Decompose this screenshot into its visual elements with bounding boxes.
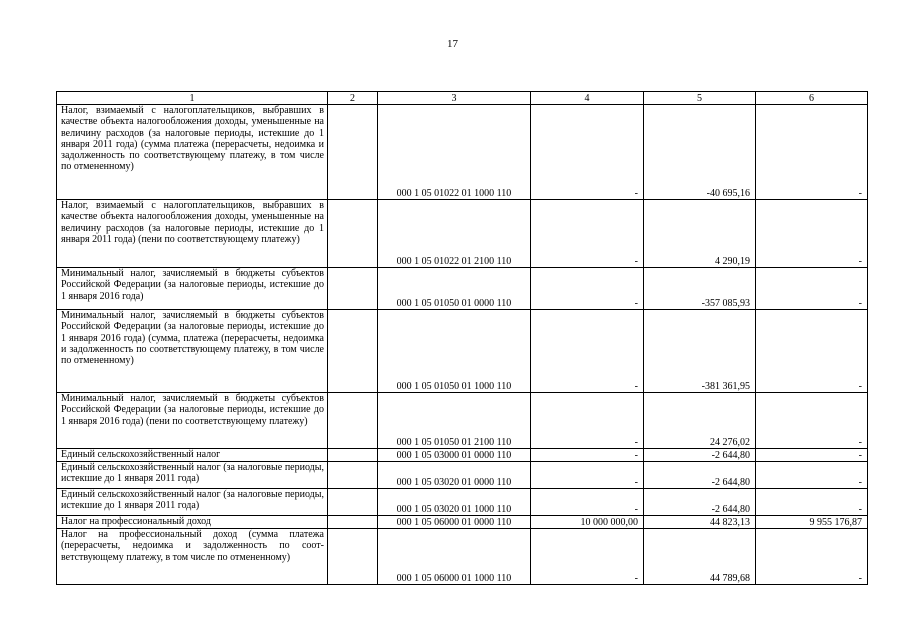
row-code: 000 1 05 06000 01 0000 110 <box>378 516 531 529</box>
row-name: Единый сельскохозяйственный налог (за налоговые периоды, истекшие до 1 января 2011 года) <box>57 489 328 516</box>
row-col6: - <box>756 529 868 585</box>
table-row <box>57 449 868 462</box>
row-col6: - <box>756 462 868 489</box>
row-col2 <box>328 529 378 585</box>
row-name: Налог, взимаемый с налогоплательщиков, выбравших в качестве объекта налогообложения доходы, уменьшенные на величину расходов (за налоговые периоды, истекшие до 1 января 2011 года) (пени по соответствующему платежу) <box>57 200 328 268</box>
row-col2 <box>328 489 378 516</box>
row-col2 <box>328 310 378 393</box>
column-header-5: 5 <box>644 92 756 105</box>
row-code: 000 1 05 01050 01 1000 110 <box>378 310 531 393</box>
row-name: Единый сельскохозяйственный налог <box>57 449 328 462</box>
row-col6: - <box>756 310 868 393</box>
row-col6: 9 955 176,87 <box>756 516 868 529</box>
table-row <box>57 393 868 449</box>
row-name: Налог на профессиональный доход <box>57 516 328 529</box>
row-name: Налог на профессиональный доход (сумма платежа (перерасчеты, недоимка и задолженность по соответствующему платежу, в том числе по отмененному) <box>57 529 328 585</box>
row-name: Налог, взимаемый с налогоплательщиков, выбравших в качестве объекта налогообложения доходы, уменьшенные на величину расходов (за налоговые периоды, истекшие до 1 января 2011 года) (сумма платежа (перерасчеты, недоимка и задолженность по соответствующему платежу, в том числе по отмененному) <box>57 105 328 200</box>
row-code: 000 1 05 01050 01 2100 110 <box>378 393 531 449</box>
row-col6: - <box>756 393 868 449</box>
row-col4: - <box>531 105 644 200</box>
row-code: 000 1 05 01022 01 2100 110 <box>378 200 531 268</box>
row-col6: - <box>756 105 868 200</box>
row-col4: - <box>531 449 644 462</box>
row-code: 000 1 05 01050 01 0000 110 <box>378 268 531 310</box>
row-col5: -381 361,95 <box>644 310 756 393</box>
row-col5: 4 290,19 <box>644 200 756 268</box>
column-header-3: 3 <box>378 92 531 105</box>
table-row <box>57 516 868 529</box>
row-col4: - <box>531 268 644 310</box>
column-header-1: 1 <box>57 92 328 105</box>
row-col4: - <box>531 462 644 489</box>
budget-revenue-table <box>56 91 868 585</box>
row-col5: -40 695,16 <box>644 105 756 200</box>
row-col4: - <box>531 393 644 449</box>
table-row <box>57 529 868 585</box>
row-col4: - <box>531 529 644 585</box>
table-row <box>57 310 868 393</box>
row-col2 <box>328 516 378 529</box>
row-col2 <box>328 200 378 268</box>
row-col2 <box>328 393 378 449</box>
row-col4: - <box>531 310 644 393</box>
row-name: Минимальный налог, зачисляемый в бюджеты субъектов Российской Федерации (за налоговые периоды, истекшие до 1 января 2016 года) (сумма, платежа (перерасчеты, недоимка и задолженность по соответствующему платежу, в том числе по отмененному) <box>57 310 328 393</box>
row-col6: - <box>756 449 868 462</box>
row-col5: -2 644,80 <box>644 449 756 462</box>
row-col4: 10 000 000,00 <box>531 516 644 529</box>
table-row <box>57 105 868 200</box>
table-row <box>57 268 868 310</box>
column-header-4: 4 <box>531 92 644 105</box>
row-col4: - <box>531 200 644 268</box>
table-row <box>57 489 868 516</box>
row-name: Единый сельскохозяйственный налог (за налоговые периоды, истекшие до 1 января 2011 года) <box>57 462 328 489</box>
row-col5: 44 789,68 <box>644 529 756 585</box>
row-col5: -2 644,80 <box>644 489 756 516</box>
row-name: Минимальный налог, зачисляемый в бюджеты субъектов Российской Федерации (за налоговые периоды, истекшие до 1 января 2016 года) (пени по соответствующему платежу) <box>57 393 328 449</box>
row-col5: -357 085,93 <box>644 268 756 310</box>
column-header-6: 6 <box>756 92 868 105</box>
row-col6: - <box>756 489 868 516</box>
row-name: Минимальный налог, зачисляемый в бюджеты субъектов Российской Федерации (за налоговые периоды, истекшие до 1 января 2016 года) <box>57 268 328 310</box>
row-code: 000 1 05 06000 01 1000 110 <box>378 529 531 585</box>
row-col5: 44 823,13 <box>644 516 756 529</box>
row-code: 000 1 05 03000 01 0000 110 <box>378 449 531 462</box>
row-col2 <box>328 449 378 462</box>
column-header-2: 2 <box>328 92 378 105</box>
row-col5: 24 276,02 <box>644 393 756 449</box>
row-col2 <box>328 105 378 200</box>
row-code: 000 1 05 03020 01 1000 110 <box>378 489 531 516</box>
row-col4: - <box>531 489 644 516</box>
row-code: 000 1 05 03020 01 0000 110 <box>378 462 531 489</box>
row-col2 <box>328 268 378 310</box>
row-col6: - <box>756 200 868 268</box>
row-col5: -2 644,80 <box>644 462 756 489</box>
row-col2 <box>328 462 378 489</box>
column-number-row <box>57 92 868 105</box>
table-row <box>57 462 868 489</box>
row-code: 000 1 05 01022 01 1000 110 <box>378 105 531 200</box>
row-col6: - <box>756 268 868 310</box>
page-number: 17 <box>447 38 458 50</box>
table-row <box>57 200 868 268</box>
